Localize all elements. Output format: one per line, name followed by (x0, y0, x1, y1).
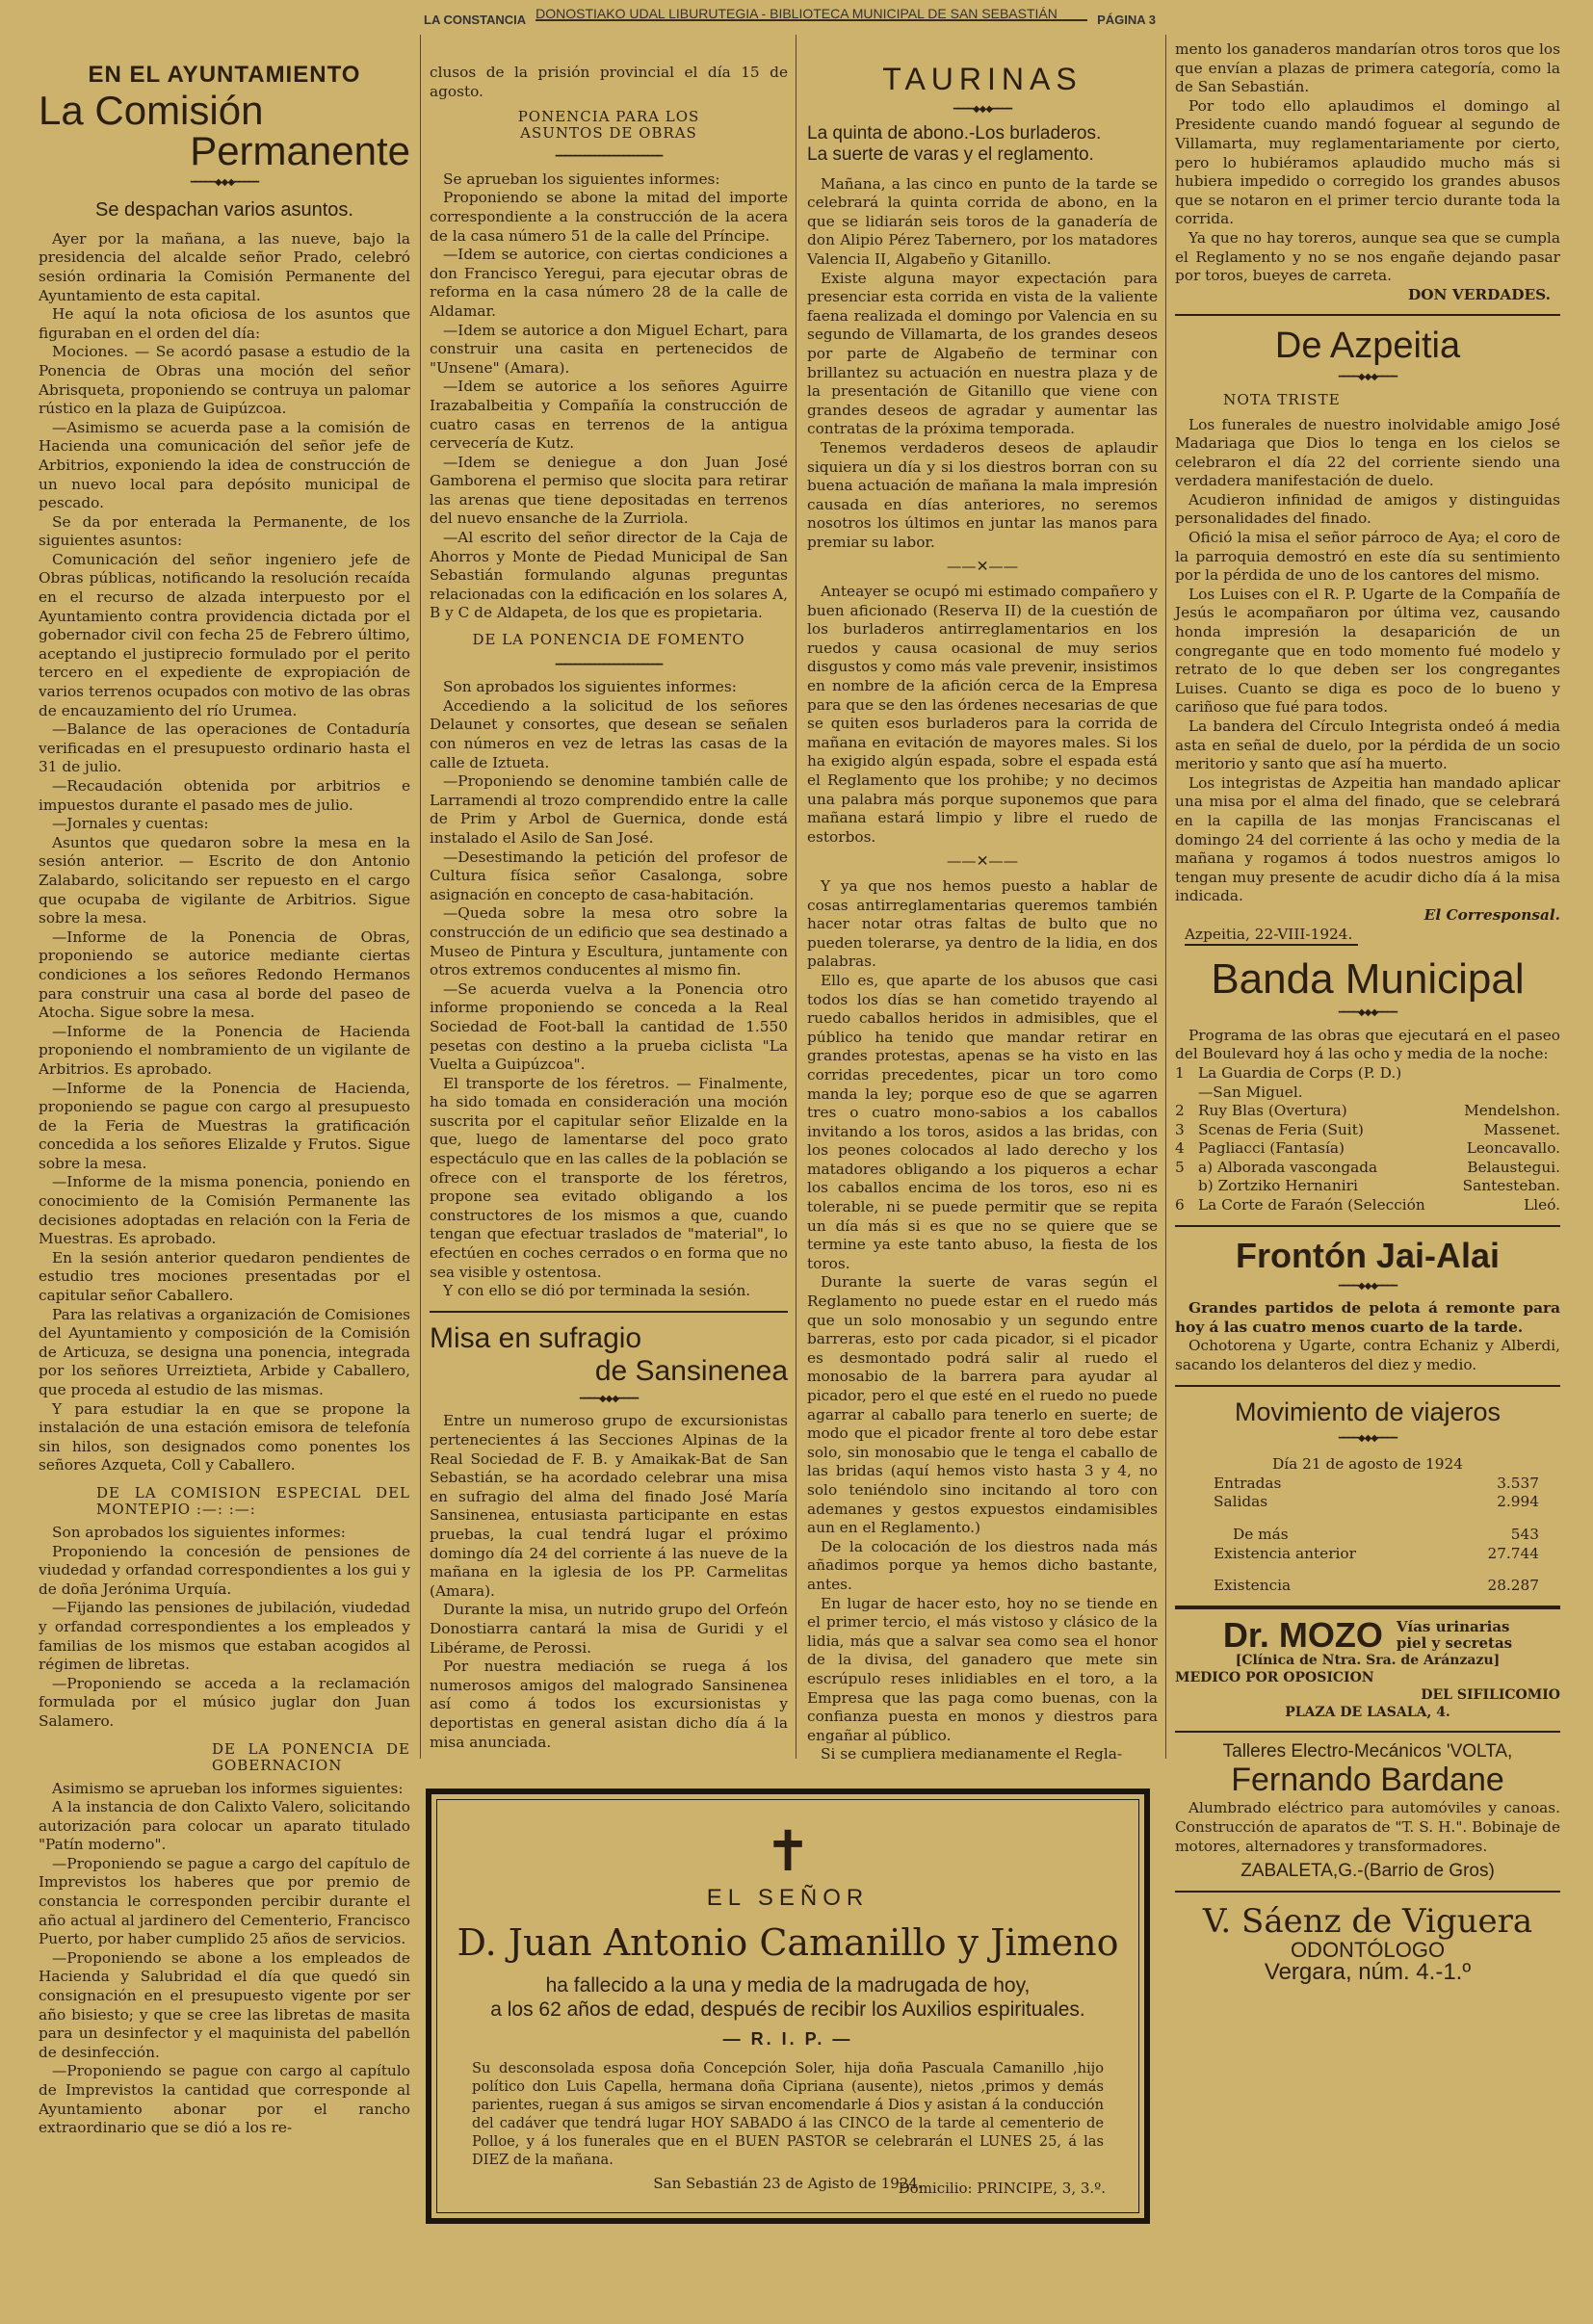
ornament-rule: ━━━━━◆◆◆━━━━━ (190, 176, 259, 188)
column-rule (1165, 35, 1166, 1759)
program-entry (1175, 1139, 1345, 1159)
program-composer: Belaustegui. (1467, 1158, 1560, 1176)
ad-mozo-line4: PLAZA DE LASALA, 4. (1285, 1704, 1450, 1720)
program-number: 6 (1175, 1196, 1185, 1214)
paragraph: Tenemos verdaderos deseos de aplaudir siquiera un día y si los diestros borran con su buena actuación de mañana la mala impresión causada en días anteriores, no seremos nosotros los últimos en juntar las manos para premiar su labor. (807, 438, 1158, 551)
stats-total (1175, 1577, 1560, 1596)
article-title-line2: Permanente (190, 127, 410, 173)
program-entry (1175, 1102, 1347, 1121)
program-work: La Corte de Faraón (Selección (1198, 1196, 1425, 1214)
program-work: Scenas de Feria (Suit) (1198, 1120, 1364, 1138)
section-head-fomento: DE LA PONENCIA DE FOMENTO (472, 631, 745, 649)
stats-label: Existencia (1214, 1577, 1292, 1595)
fronton-bold: Grandes partidos de pelota á remonte para hoy á las cuatro menos cuarto de la tarde. (1175, 1299, 1560, 1336)
stats-row (1175, 1526, 1560, 1545)
paragraph: —Proponiendo se pague a cargo del capítulo de Imprevistos los haberes que por premio de constancia le corresponden percibir durante el año actual al jardinero del Cementerio, Francisco Puerto, por haber cumplido 25 años de servicios. (39, 1854, 410, 1948)
stats-label: De más (1233, 1526, 1289, 1543)
program-number: 3 (1175, 1120, 1185, 1138)
program-work: Pagliacci (Fantasía) (1198, 1139, 1345, 1158)
taurinas-body-c (807, 877, 1158, 1764)
paragraph: Ya que no hay toreros, aunque sea que se cumpla el Reglamento y no se nos engañe dejando pasar por toros, bueyes de carreta. (1175, 228, 1560, 285)
paragraph: Los funerales de nuestro inolvidable amigo José Madariaga que Dios lo tenga en los cielos se celebraron el día 22 del corriente siendo una verdadera manifestación de duelo. (1175, 415, 1560, 490)
program-work: Ruy Blas (Overtura) (1198, 1102, 1347, 1120)
obras-body (430, 170, 788, 623)
running-head-right: PÁGINA 3 (1087, 13, 1165, 27)
banda-title: Banda Municipal (1211, 955, 1525, 1004)
section-separator: ——✕—— (946, 852, 1018, 871)
article-body (39, 230, 410, 1475)
program-work: b) Zortziko Hernaniri (1198, 1177, 1358, 1195)
paragraph: Se da por enterada la Permanente, de los siguientes asuntos: (39, 512, 410, 550)
paragraph: Mociones. — Se acordó pasase a estudio de la Ponencia de Obras una moción del señor Abrisqueta, proponiendo se contruya un palomar rústico en la plaza de Guipúzcoa. (39, 343, 410, 418)
divider (1175, 1606, 1560, 1609)
paragraph: —Informe de la misma ponencia, poniendo en conocimiento de la Comisión Permanente las decisiones adoptadas en relación con la Feria de Muestras. Es aprobado. (39, 1173, 410, 1248)
program-number: 4 (1175, 1139, 1185, 1158)
paragraph: —Idem se autorice a don Miguel Echart, para construir una casita en pertenecidos de "Unsene" (Amara). (430, 321, 788, 377)
program-number: 5 (1175, 1158, 1185, 1176)
taurinas-subtitle-line2: La suerte de varas y el reglamento. (807, 144, 1094, 165)
paragraph: Y con ello se dió por terminada la sesión. (443, 1282, 751, 1300)
fomento-body (430, 678, 788, 1301)
paragraph: —Proponiendo se pague con cargo al capítulo de Imprevistos la cantidad que corresponde al Ayuntamiento abonar por el rancho extraordinario que se dió a los re- (39, 2062, 410, 2137)
article-title-line1: La Comisión (39, 87, 264, 133)
program-item (1175, 1064, 1560, 1084)
program-entry (1175, 1196, 1425, 1215)
ad-volta-addr: ZABALETA,G.-(Barrio de Gros) (1240, 1861, 1495, 1882)
paragraph: Acudieron infinidad de amigos y distinguidas personalidades del finado. (1175, 490, 1560, 528)
program-item (1175, 1084, 1560, 1103)
banda-intro: Programa de las obras que ejecutará en el paseo del Boulevard hoy á las ocho y media de la noche: (1175, 1026, 1560, 1063)
stats-row (1175, 1545, 1560, 1564)
section-head-obras: PONENCIA PARA LOS ASUNTOS DE OBRAS (517, 108, 700, 143)
divider (1175, 1225, 1560, 1227)
paragraph: —Informe de la Ponencia de Hacienda, proponiendo se pague con cargo al presupuesto de la Feria de Muestras la gratificación concedida a los señores Elizalde y Frutos. Sigue sobre la mesa. (39, 1079, 410, 1172)
paragraph: mento los ganaderos mandarían otros toros que los que envían a plazas de primera categoría, como la de San Sebastián. (1175, 40, 1560, 96)
paragraph: —Balance de las operaciones de Contaduría verificadas en el presupuesto ordinario hasta el 31 de julio. (39, 720, 410, 776)
ad-mozo-spec1: Vías urinarias (1396, 1617, 1510, 1635)
ornament-rule: ━━━━◆◆◆━━━━ (1338, 372, 1397, 383)
correspondent-sign: El Corresponsal. (1423, 905, 1560, 924)
funeral-line1: ha fallecido a la una y media de la madrugada de hoy, (545, 1974, 1031, 1997)
ad-mozo-name: Dr. MOZO (1222, 1614, 1383, 1655)
paragraph: —Se acuerda vuelva a la Ponencia otro informe proponiendo se conceda a la Real Sociedad de Foot-ball la cantidad de 1.550 pesetas con destino a la prueba ciclista "La Vuelta a Guipúzcoa". (430, 979, 788, 1074)
azpeitia-title: De Azpeitia (1274, 326, 1461, 367)
program-composer: Leoncavallo. (1466, 1139, 1560, 1158)
rule: ━━━━━━━━━━━━━━━━━━━━━━ (555, 659, 663, 670)
azpeitia-body (1175, 416, 1560, 906)
paragraph: Son aprobados los siguientes informes: (52, 1523, 346, 1541)
column-4 (1175, 40, 1560, 1986)
program-composer: Lleó. (1524, 1196, 1560, 1214)
program-entry (1175, 1121, 1364, 1140)
paragraph: Proponiendo se abone la mitad del importe correspondiente a la construcción de la acera de la casa número 51 de la calle del Príncipe. (430, 189, 788, 245)
program-composer: Massenet. (1483, 1120, 1560, 1138)
paragraph: Accediendo a la solicitud de los señores Delaunet y consortes, que desean se señalen con números en vez de letras las casas de la calle de Iztueta. (430, 696, 788, 771)
column-3 (807, 60, 1158, 1764)
divider (1175, 1731, 1560, 1733)
divider (430, 1311, 788, 1313)
section-kicker: EN EL AYUNTAMIENTO (88, 62, 361, 88)
taurinas-body-b (807, 583, 1158, 847)
program-item (1175, 1121, 1560, 1140)
misa-body (430, 1412, 788, 1752)
stats-label: Entradas (1214, 1474, 1282, 1492)
ad-mozo-line3: DEL SIFILICOMIO (1421, 1686, 1560, 1703)
misa-title-line1: Misa en sufragio (430, 1321, 642, 1354)
paragraph: —Desestimando la petición del profesor de Cultura física señor Casalonga, sobre asignación en concepto de casa-habitación. (430, 848, 788, 903)
funeral-domicilio: Domicilio: PRINCIPE, 3, 3.º. (898, 2180, 1106, 2197)
program-number: 2 (1175, 1102, 1185, 1120)
paragraph: —Informe de la Ponencia de Obras, proponiendo se autorice mediante ciertas condiciones a los señores Redondo Hermanos para construir una casa al borde del paseo de Atocha. Sigue sobre la mesa. (39, 927, 410, 1022)
banda-program (1175, 1064, 1560, 1215)
taurinas-continuation (1175, 40, 1560, 286)
paragraph: —Proponiendo se abone a los empleados de Hacienda y Salubridad el día que quedó sin consignación en el presupuesto vigente por ser año bisiesto; y que se cree las libretas de masita para un desinfector y el maquinista del pabellón de desinfección. (39, 1948, 410, 2061)
stats-label: Salidas (1214, 1493, 1268, 1511)
section-head-montepio: DE LA COMISION ESPECIAL DEL MONTEPIO :—: :—: (96, 1483, 410, 1518)
paragraph: Comunicación del señor ingeniero jefe de Obras públicas, notificando la resolución recaída en el recurso de alzada interpuesto por el Ayuntamiento contra providencia dictada por el gobernador civil con fecha 25 de Febrero último, aceptando el justiprecio formulado por el perito tercero en el expediente de expropiación de varios terrenos ocupados con motivo de las obras de encauzamiento del río Urumea. (39, 550, 410, 719)
ad-viguera-addr: Vergara, núm. 4.-1.º (1264, 1959, 1472, 1986)
paragraph: En la sesión anterior quedaron pendientes de estudio tres mociones presentadas por el capitular señor Caballero. (39, 1248, 410, 1305)
paragraph: El transporte de los féretros. — Finalmente, ha sido tomada en consideración una moción suscrita por el capitular señor Elizalde en la que, luego de lamentarse del poco grato espectáculo que en las calles de la población se ofrece con el transporte de los féretros, propone sea evitado obligando a los constructores de los mismos a que, cuando tengan que efectuar traslados de "material", lo efectúen en coches cerrados o en forma que no sea visible y ostentosa. (430, 1074, 788, 1281)
program-entry (1175, 1177, 1358, 1196)
paragraph: Son aprobados los siguientes informes: (443, 678, 737, 696)
program-item (1175, 1139, 1560, 1159)
paragraph: —Idem se autorice a los señores Aguirre Irazabalbeitia y Compañía la construcción de cuatro casas en terrenos de la antigua cervecería de Kutz. (430, 378, 788, 453)
paragraph: De la colocación de los diestros nada más añadimos porque ya hemos dicho bastante, antes. (807, 1537, 1158, 1593)
section-head-gobernacion: DE LA PONENCIA DE GOBERNACION (212, 1739, 410, 1774)
paragraph: Ello es, que aparte de los abusos que casi todos los días se han cometido trayendo al ruedo caballos heridos in admisibles, que el público ha tenido que mandar retirar en grandes protestas, apenas se ha visto en las corridas precedentes, picar un toro como manda la ley; porque eso de que se agarren tres o cuatro mono-sabios a los caballos invitando a los toros, asidos a las bridas, con los peones colocados al lado derecho y los matadores obligando a los piqueros a echar los caballos encima de los toros, eso ni es tolerable, ni se puede permitir que se repita un día más si es que no se quiere que se termine ya este tanto abuso, la fiesta de los toros. (807, 971, 1158, 1272)
azpeitia-date: Azpeitia, 22-VIII-1924. (1185, 926, 1358, 947)
paragraph: —Al escrito del señor director de la Caja de Ahorros y Monte de Piedad Municipal de San Sebastián formulando algunas preguntas relacionadas con la edificación en los solares A, B y C de Aldapeta, de los que es propietaria. (430, 529, 788, 622)
funeral-date: San Sebastián 23 de Agisto de 1924. (653, 2175, 923, 2192)
gobernacion-body (39, 1780, 410, 2138)
paragraph: —Queda sobre la mesa otro sobre la construcción de un edificio que sea destinado a Museo de Pintura y Escultura, juntamente con otros extremos conducentes al mismo fin. (430, 904, 788, 979)
ad-volta-line: Talleres Electro-Mecánicos 'VOLTA, (1222, 1740, 1513, 1762)
paragraph: —Informe de la Ponencia de Hacienda proponiendo el nombramiento de un vigilante de Arbitrios. Es aprobado. (39, 1022, 410, 1078)
stats-value: 27.744 (1487, 1544, 1539, 1562)
paragraph: Asimismo se aprueban los informes siguientes: (52, 1779, 404, 1797)
ornament-rule: ━━━━◆◆◆━━━━ (579, 1393, 639, 1404)
running-head-left: LA CONSTANCIA (414, 13, 535, 27)
paragraph: Ayer por la mañana, a las nueve, bajo la presidencia del alcalde señor Prado, celebró sesión ordinaria la Comisión Permanente del Ayuntamiento de esta capital. (39, 229, 410, 304)
stats-value: 2.994 (1497, 1493, 1539, 1511)
paragraph: En lugar de hacer esto, hoy no se tiende en el primer tercio, el más vistoso y clásico de la lidia, más que a salvar sea como sea el honor de la divisa, del ganadero que mete sin escrúpulo reses inlidiables en el toro, a la Empresa que las paga como buenas, con la confianza puesta en monos y diestros para engañar al público. (807, 1594, 1158, 1744)
paragraph: Asuntos que quedaron sobre la mesa en la sesión anterior. — Escrito de don Antonio Zalabardo, solicitando ser repuesto en el cargo que ocupaba de vigilante de Arbitrios. Sigue sobre la mesa. (39, 833, 410, 927)
ornament-rule: ━━━━◆◆◆━━━━ (1338, 1432, 1397, 1444)
paragraph: —Fijando las pensiones de jubilación, viudedad y orfandad correspondientes a los empleados y familias de los mismos que estaban acogidos al régimen de libretas. (39, 1599, 410, 1674)
ad-mozo-header (1175, 1614, 1560, 1655)
program-work: La Guardia de Corps (P. D.) (1198, 1063, 1402, 1082)
archive-source-line: DONOSTIAKO UDAL LIBURUTEGIA - BIBLIOTECA MUNICIPAL DE SAN SEBASTIÁN (535, 6, 1058, 21)
ad-volta-name: Fernando Bardane (1231, 1762, 1504, 1799)
cross-icon: ✝ (764, 1818, 812, 1884)
paragraph: Y para estudiar la en que se propone la instalación de una estación emisora de telefonía sin hilos, son designados como ponentes los señores Azqueta, Coll y Caballero. (39, 1399, 410, 1475)
stats-row (1175, 1493, 1560, 1512)
program-item (1175, 1159, 1560, 1178)
montepio-body (39, 1524, 410, 1732)
article-subtitle: Se despachan varios asuntos. (95, 199, 353, 222)
paragraph: Proponiendo la concesión de pensiones de viudedad y orfandad correspondientes a los gui y de doña Jerónima Urquía. (39, 1542, 410, 1598)
funeral-line2: a los 62 años de edad, después de recibir los Auxilios espirituales. (490, 1998, 1085, 2021)
program-item (1175, 1177, 1560, 1196)
column-rule (420, 35, 421, 1759)
program-entry (1175, 1064, 1401, 1084)
ad-viguera-prof: ODONTÓLOGO (1290, 1937, 1446, 1962)
fronton-title: Frontón Jai-Alai (1235, 1235, 1500, 1275)
paragraph: Por todo ello aplaudimos el domingo al Presidente cuando mandó foguear al segundo de Villamarta, muy reglamentariamente por cierto, pero lo hubiéramos aplaudido mucho más si hubiera impedido o corregido los grandes abusos que se notaron en el primer tercio durante toda la corrida. (1175, 96, 1560, 228)
paragraph: —Asimismo se acuerda pase a la comisión de Hacienda una comunicación del señor jefe de Arbitrios, exponiendo la idea de construcción de un nuevo local para depósito municipal de pescado. (39, 418, 410, 512)
signature: DON VERDADES. (1407, 285, 1551, 303)
ad-mozo-specialty (1397, 1619, 1512, 1652)
ornament-rule: ━━━━◆◆◆━━━━ (1338, 1280, 1397, 1292)
page-header (0, 0, 1593, 33)
paragraph: Mañana, a las cinco en punto de la tarde se celebrará la quinta corrida de abono, en la que se lidiarán seis toros de la ganadería de don Alipio Pérez Tabernero, por los matadores Valencia II, Algabeño y Gitanillo. (807, 174, 1158, 268)
stats-row (1175, 1475, 1560, 1494)
program-item (1175, 1102, 1560, 1121)
taurinas-body (807, 175, 1158, 553)
taurinas-subtitle (807, 123, 1158, 166)
paragraph: Entre un numeroso grupo de excursionistas pertenecientes á las Secciones Alpinas de la Real Sociedad de F. B. y Amaikak-Bat de San Sebastián, se ha acordado celebrar una misa en sufragio del alma del finado José María Sansinenea, entusiasta participante en estas pruebas, la cual tendrá lugar el próximo domingo día 24 del corriente á las nueve de la mañana en la iglesia de los PP. Carmelitas (Amara). (430, 1412, 788, 1600)
stats-label: Existencia anterior (1214, 1544, 1356, 1562)
funeral-body: Su desconsolada esposa doña Concepción Soler, hija doña Pascuala Camanillo ,hijo político don Luis Capella, hermana doña Cipriana (ausente), nietos ,primos y demás parientes, ruegan á sus amigos se sirvan encomendarle á Dios y asistan á la conducción del cadáver que tendrá lugar HOY SABADO á las CINCO de la tarde al cementerio de Polloe, y á los funerales que en el BUEN PASTOR se celebrarán el LUNES 25, á las DIEZ de la mañana. (472, 2060, 1104, 2168)
paragraph: Los integristas de Azpeitia han mandado aplicar una misa por el alma del finado, que se celebrará en la capilla de las monjas Franciscanas el domingo 24 del corriente á las ocho y media de la mañana y rogamos á todos nuestros amigos lo tengan muy presente de acudir dicho día á la misa indicada. (1175, 773, 1560, 905)
ad-viguera (1175, 1901, 1560, 1986)
divider (1175, 1385, 1560, 1387)
program-number: 1 (1175, 1063, 1185, 1082)
taurinas-subtitle-line1: La quinta de abono.-Los burladeros. (807, 122, 1102, 144)
paragraph: —Proponiendo se acceda a la reclamación formulada por el músico juglar don Juan Salamero. (39, 1674, 410, 1730)
misa-title-line2: de Sansinenea (594, 1354, 788, 1387)
divider (1175, 1891, 1560, 1893)
paragraph: A la instancia de don Calixto Valero, solicitando autorización para colocar un aparato titulado "Patín moderno". (39, 1798, 410, 1854)
fronton-text: Ochotorena y Ugarte, contra Echaniz y Alberdi, sacando los delanteros del diez y medio. (1175, 1337, 1560, 1374)
paragraph: Y ya que nos hemos puesto a hablar de cosas antirreglamentarias queremos también hacer notar otras faltas de bulto que no pueden tolerarse, ya dentro de la lidia, en dos palabras. (807, 876, 1158, 971)
paragraph: Se aprueban los siguientes informes: (443, 170, 720, 188)
funeral-notice (426, 1789, 1150, 2224)
paragraph: —Idem se deniegue a don Juan José Gamborena el permiso que slocita para retirar las arenas que tiene depositadas en terrenos del nuevo ensanche de la Zurriola. (430, 453, 788, 528)
ad-volta (1175, 1742, 1560, 1881)
paragraph: Si se cumpliera medianamente el Regla- (821, 1745, 1123, 1763)
paragraph: Para las relativas a organización de Comisiones del Ayuntamiento y composición de la Comisión de Articuza, se designa una ponencia, integrada por los señores Urreiztieta, Arbide y Caballero, que proceda al estudio de las mismas. (39, 1305, 410, 1398)
paragraph: Los Luises con el R. P. Ugarte de la Compañía de Jesús le acompañaron por última vez, causando honda impresión la desaparición de un congregante que en todo momento fué modelo y retrato de lo que deben ser los congregantes Luises. Cuanto se diga es poco de lo bueno y cariñoso que fué para todos. (1175, 585, 1560, 717)
ad-viguera-name: V. Sáenz de Viguera (1202, 1901, 1533, 1941)
azpeitia-subtitle: NOTA TRISTE (1223, 390, 1341, 408)
program-composer: Mendelshon. (1464, 1102, 1560, 1120)
rule: ━━━━━━━━━━━━━━━━━━━━━━ (555, 151, 663, 163)
program-work: a) Alborada vascongada (1198, 1158, 1378, 1176)
ornament-rule: ━━━━◆◆◆━━━━ (953, 104, 1012, 115)
ad-volta-text: Alumbrado eléctrico para automóviles y canoas. Construcción de aparatos de "T. S. H.". Bobinaje de motores, alternadores y transformadores. (1175, 1799, 1560, 1855)
paragraph: Anteayer se ocupó mi estimado compañero y buen aficionado (Reserva II) de la cuestión de los burladeros antirreglamentarios en los ruedos y causa ocasional de muy serios disgustos y como más vale prevenir, insistimos en nombre de la afición cerca de la Empresa para que se den las órdenes necesarias de que se quiten esos burladeros para la corrida de mañana en evitación de mayores males. Si los ha exigido algún espada, sobre el espada está el Reglamento que los prohibe; y no decimos una palabra más porque suponemos que para mañana estará limpio y libre el ruedo de estorbos. (807, 583, 1158, 846)
paragraph: La bandera del Círculo Integrista ondeó á media asta en señal de duelo, por la pérdida de un socio meritorio y santo que así ha muerto. (1175, 718, 1560, 773)
paragraph: —Idem se autorice, con ciertas condiciones a don Francisco Yeregui, para ejecutar obras de reforma en la casa número 28 de la calle de Aldamar. (430, 246, 788, 320)
program-work: —San Miguel. (1198, 1083, 1303, 1101)
ad-dr-mozo (1175, 1614, 1560, 1721)
viajeros-title: Movimiento de viajeros (1234, 1397, 1502, 1426)
paragraph: He aquí la nota oficiosa de los asuntos que figuraban en el orden del día: (39, 305, 410, 342)
column-2 (430, 64, 788, 1752)
program-composer: Santesteban. (1462, 1177, 1560, 1195)
paragraph: —Jornales y cuentas: (52, 815, 209, 833)
funeral-rip: — R. I. P. — (722, 2029, 853, 2049)
divider (1175, 314, 1560, 316)
paragraph: Ofició la misa el señor párroco de Aya; el coro de la parroquia demostró en este día su sentimiento por la pérdida de uno de los cantores del mismo. (1175, 529, 1560, 585)
funeral-el-senor: EL SEÑOR (706, 1885, 870, 1911)
program-entry (1175, 1159, 1377, 1178)
funeral-name: D. Juan Antonio Camanillo y Jimeno (457, 1921, 1119, 1964)
stats-value: 3.537 (1497, 1474, 1539, 1492)
paragraph: clusos de la prisión provincial el día 15 de agosto. (430, 64, 788, 100)
program-item (1175, 1196, 1560, 1215)
paragraph: Durante la suerte de varas según el Reglamento no puede estar en el ruedo más que un solo monosabio y un segundo entre barreras, esto por cada picador, si el picador es desmontado podrá salir al ruedo el monosabio de la barrera para ayudar al picador, pero el que esté en el ruedo no puede agarrar al caballo para tenerlo en suerte; de modo que el picador frente al toro debe estar solo, sin monosabio que le tenga el caballo de las bridas (aquí hemos visto hasta 3 y 4, no solo teniéndolo sino incitando al toro con ademanes y gestos expuestos eindamisibles aun en el Reglamento.) (807, 1273, 1158, 1537)
paragraph: Durante la misa, un nutrido grupo del Orfeón Donostiarra cantará la misa de Guridi y el Libérame, de Perossi. (430, 1601, 788, 1657)
paragraph: —Proponiendo se denomine también calle de Larramendi al trozo comprendido entre la calle de Prim y Arbol de Guernica, donde está instalado el Asilo de San José. (430, 772, 788, 847)
ad-mozo-line2: MEDICO POR OPOSICION (1175, 1669, 1374, 1685)
ornament-rule: ━━━━◆◆◆━━━━ (1338, 1007, 1397, 1019)
program-entry (1175, 1084, 1303, 1103)
stats-value: 543 (1510, 1526, 1539, 1543)
paragraph: —Recaudación obtenida por arbitrios e impuestos durante el pasado mes de julio. (39, 777, 410, 814)
ad-mozo-spec2: piel y secretas (1396, 1633, 1513, 1652)
column-1 (39, 40, 410, 2138)
ad-mozo-line1: [Clínica de Ntra. Sra. de Aránzazu] (1235, 1652, 1501, 1668)
paragraph: Existe alguna mayor expectación para presenciar esta corrida en vista de la valiente faena realizada el domingo por Valencia en su segundo de Villamarta, de los grandes deseos por parte de Algabeño de terminar con brillantez su actuación en nuestra plaza y de la presentación de Gitanillo que viene con grandes deseos de agradar y aumentar las contratas de la próxima temporada. (807, 269, 1158, 438)
viajeros-date: Día 21 de agosto de 1924 (1271, 1455, 1463, 1474)
paragraph: Por nuestra mediación se ruega á los numerosos amigos del malogrado Sansinenea así como á todos los excursionistas y deportistas en general asistan dicho día á la misa anunciada. (430, 1658, 788, 1751)
stats-value: 28.287 (1487, 1577, 1539, 1595)
viajeros-stats (1175, 1455, 1560, 1596)
taurinas-title: TAURINAS (882, 62, 1083, 96)
section-separator: ——✕—— (946, 558, 1018, 576)
